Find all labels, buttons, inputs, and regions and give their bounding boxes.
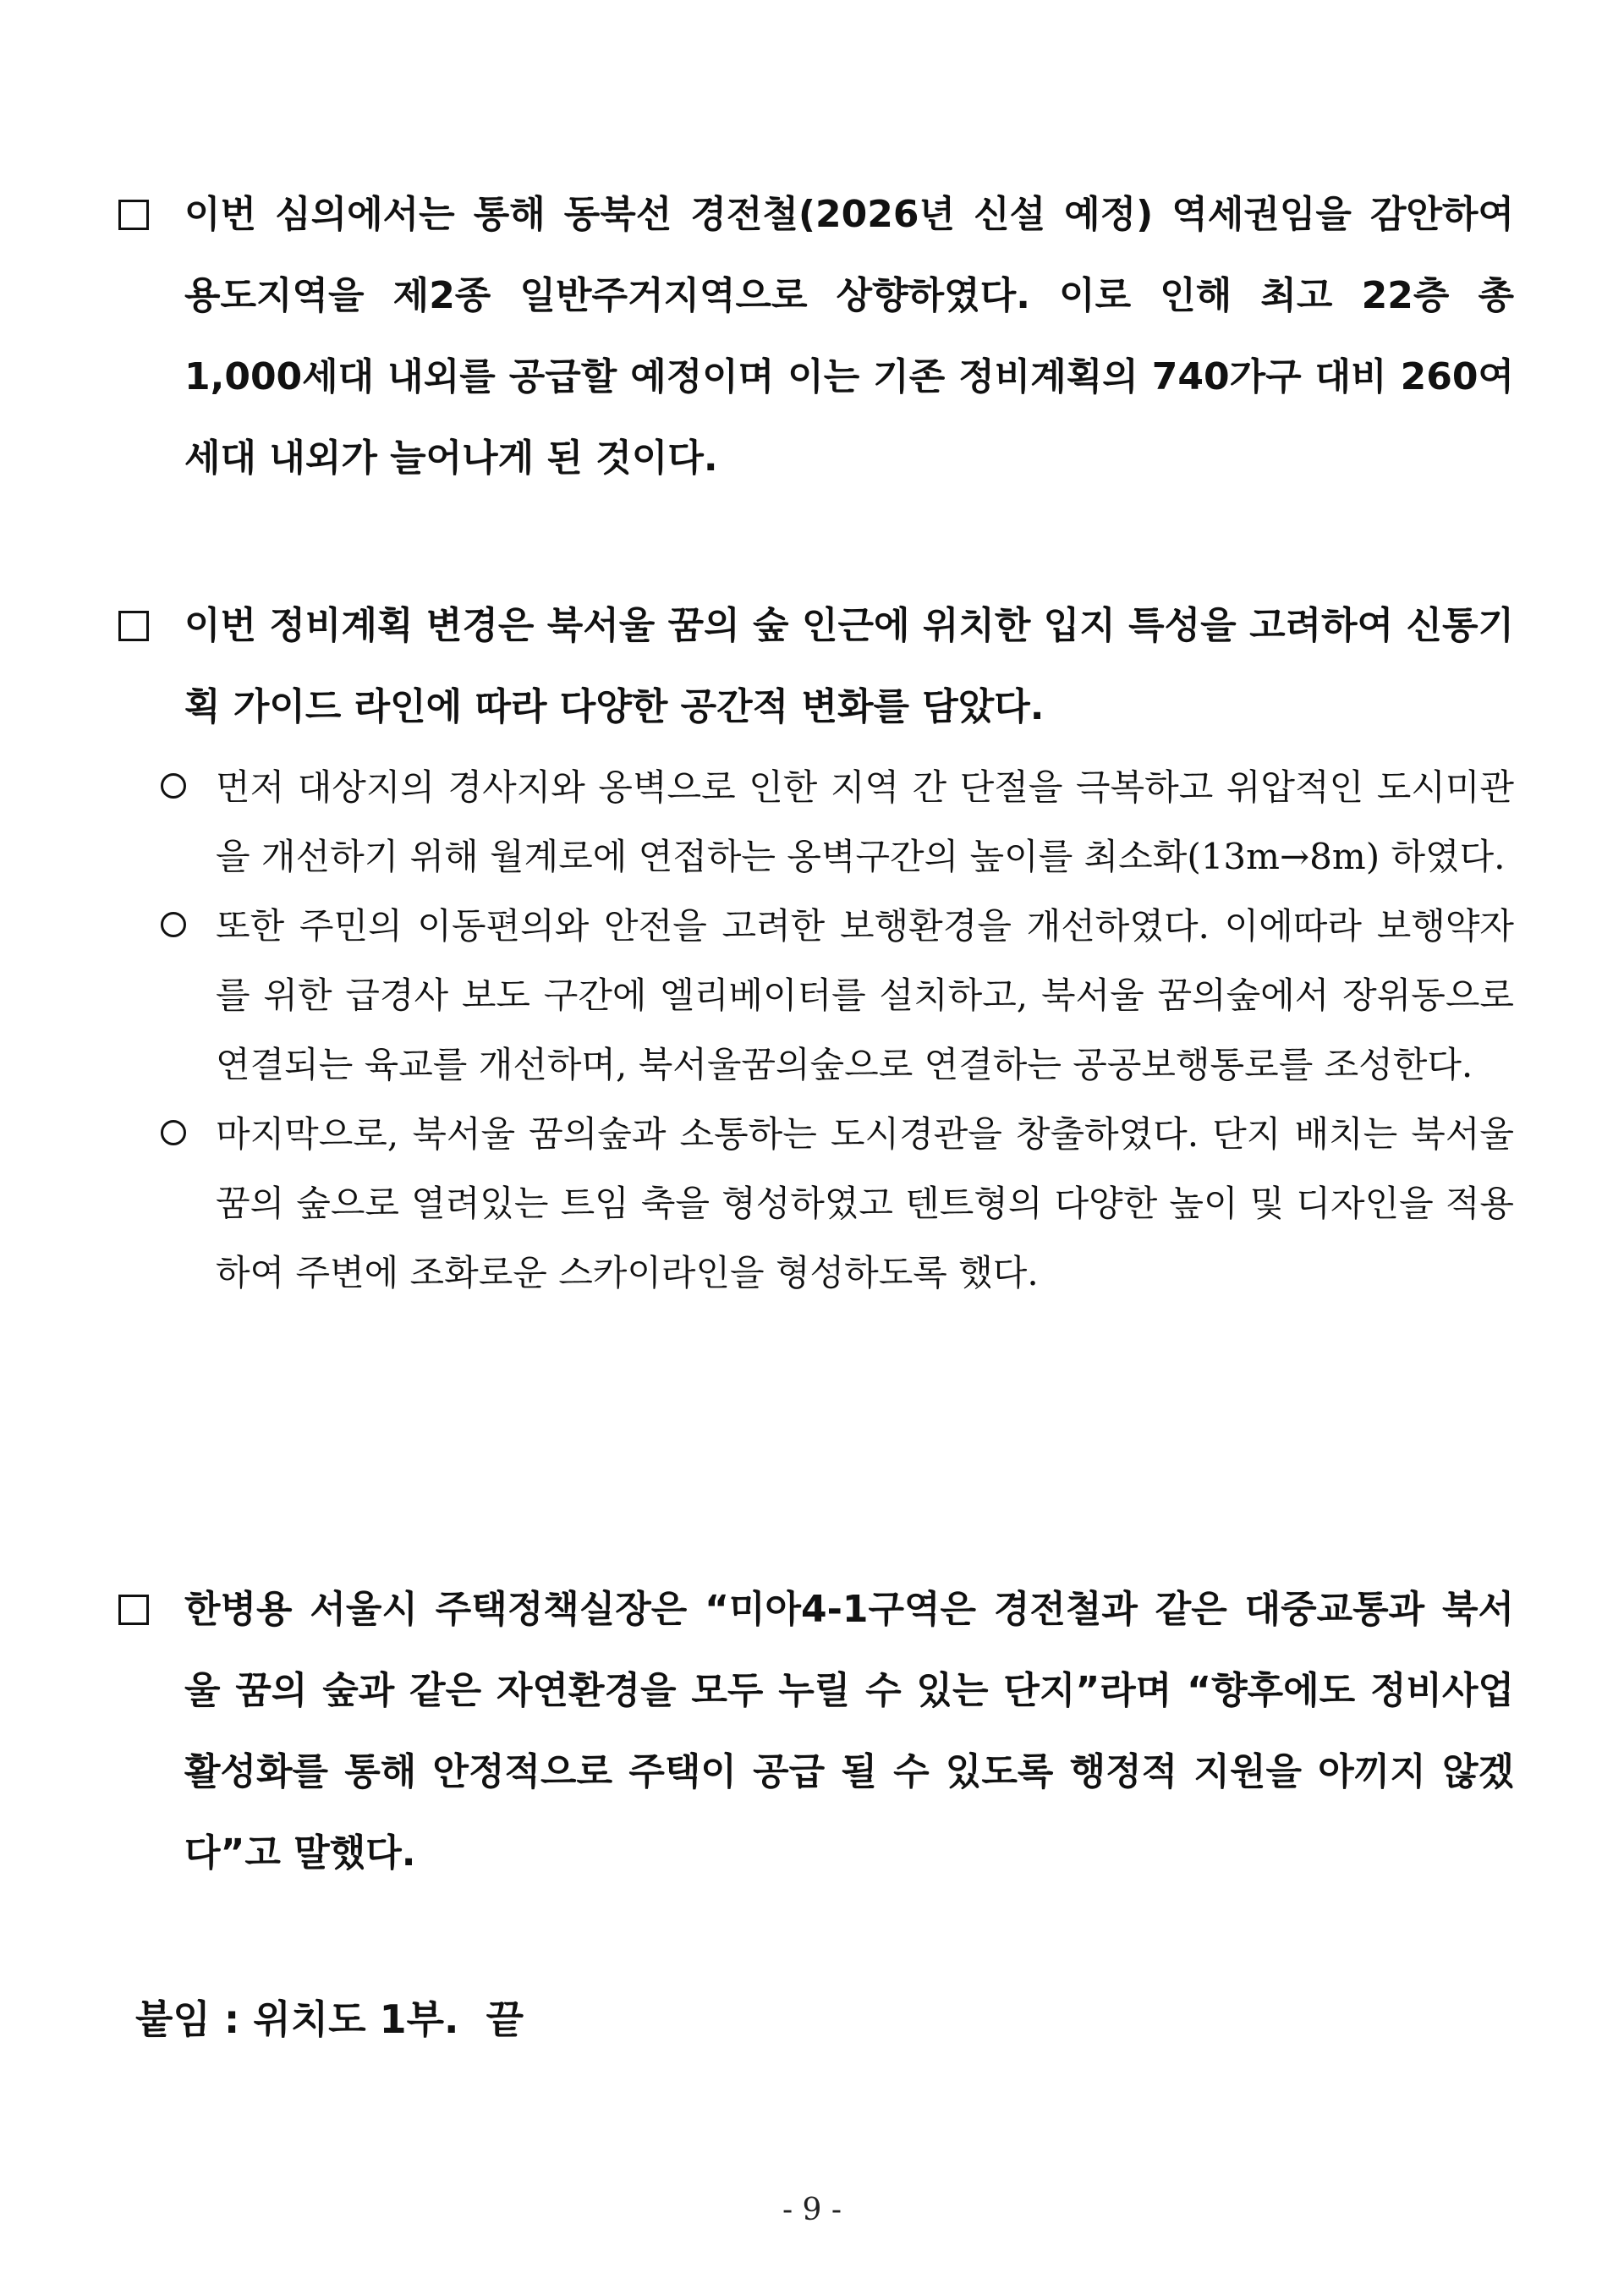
sub-list-item [118, 1100, 1514, 1308]
section-1-paragraph [118, 174, 1514, 499]
section-1-text: 이번 심의에서는 통해 동북선 경전철(2026년 신설 예정) 역세권임을 감안하여 용도지역을 제2종 일반주거지역으로 상향하였다. 이로 인해 최고 22층 총 1,000세대 내외를 공급할 예정이며 이는 기존 정비계획의 740가구 대비 260여 세대 내외가 늘어나게 된 것이다. [184, 193, 1514, 480]
section-2-text: 이번 정비계획 변경은 북서울 꿈의 숲 인근에 위치한 입지 특성을 고려하여 신통기획 가이드 라인에 따라 다양한 공간적 변화를 담았다. [184, 604, 1514, 728]
sub-item-text: 먼저 대상지의 경사지와 옹벽으로 인한 지역 간 단절을 극복하고 위압적인 도시미관을 개선하기 위해 월계로에 연접하는 옹벽구간의 높이를 최소화(13m→8m) 하였다. [216, 766, 1514, 877]
page-number: - 9 - [782, 2193, 842, 2227]
attachment-note: 붙임 : 위치도 1부. 끝 [135, 1996, 524, 2042]
section-2-paragraph [118, 585, 1514, 748]
sub-item-text: 마지막으로, 북서울 꿈의숲과 소통하는 도시경관을 창출하였다. 단지 배치는 북서울 꿈의 숲으로 열려있는 트임 축을 형성하였고 텐트형의 다양한 높이 및 디자인을 적용하여 주변에 조화로운 스카이라인을 형성하도록 했다. [216, 1113, 1514, 1293]
sub-list-item [118, 753, 1514, 892]
sub-list-item [118, 892, 1514, 1100]
circle-bullet-icon [161, 912, 186, 937]
section-3 [118, 1569, 1514, 1894]
checkbox-bullet-icon [118, 611, 149, 641]
sub-item-text: 또한 주민의 이동편의와 안전을 고려한 보행환경을 개선하였다. 이에따라 보행약자를 위한 급경사 보도 구간에 엘리베이터를 설치하고, 북서울 꿈의숲에서 장위동으로 연결되는 육교를 개선하며, 북서울꿈의숲으로 연결하는 공공보행통로를 조성한다. [216, 905, 1514, 1085]
section-3-paragraph [118, 1569, 1514, 1894]
checkbox-bullet-icon [118, 200, 149, 230]
section-3-text: 한병용 서울시 주택정책실장은 “미아4-1구역은 경전철과 같은 대중교통과 북서울 꿈의 숲과 같은 자연환경을 모두 누릴 수 있는 단지”라며 “향후에도 정비사업 활성화를 통해 안정적으로 주택이 공급 될 수 있도록 행정적 지원을 아끼지 않겠다”고 말했다. [184, 1588, 1514, 1875]
circle-bullet-icon [161, 773, 186, 799]
section-2 [118, 585, 1514, 1308]
checkbox-bullet-icon [118, 1595, 149, 1625]
section-2-sub-list [118, 753, 1514, 1308]
circle-bullet-icon [161, 1120, 186, 1145]
section-1 [118, 174, 1514, 499]
